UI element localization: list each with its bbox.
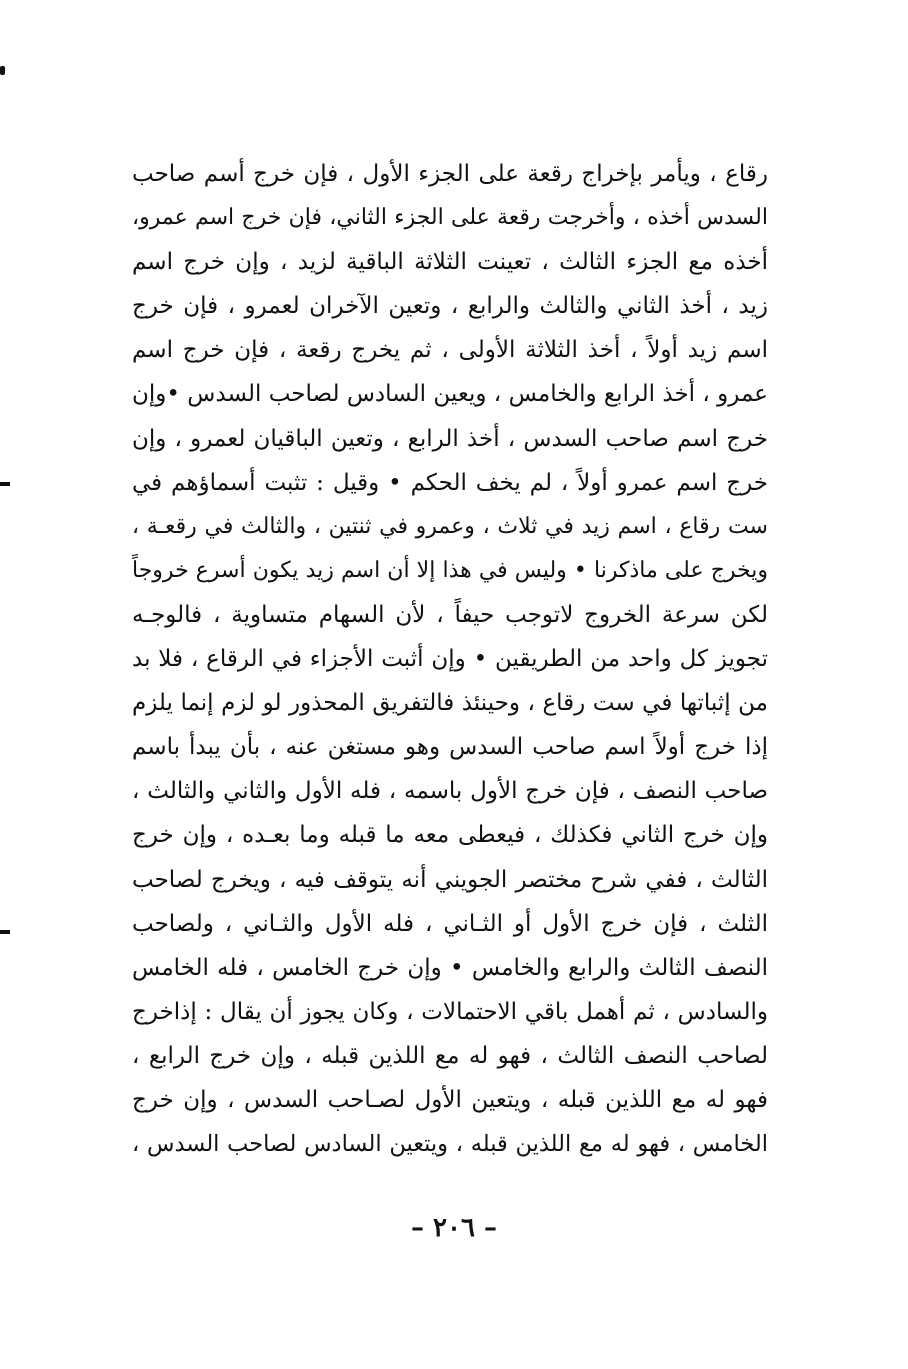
text-line: خرج اسم عمرو أولاً ، لم يخف الحكم • وقيل : تثبت أسماؤهم في — [132, 469, 768, 496]
body-text — [132, 152, 768, 1166]
text-line: النصف الثالث والرابع والخامس • وإن خرج الخامس ، فله الخامس — [132, 954, 768, 981]
text-line: وإن خرج الثاني فكذلك ، فيعطى معه ما قبله وما بعـده ، وإن خرج — [132, 822, 768, 849]
text-line: السدس أخذه ، وأخرجت رقعة على الجزء الثاني، فإن خرج اسم عمرو، — [132, 205, 768, 231]
scan-edge-mark-bottom — [0, 930, 10, 934]
text-line: الثلث ، فإن خرج الأول أو الثـاني ، فله الأول والثـاني ، ولصاحب — [132, 910, 768, 937]
scan-edge-dot — [0, 66, 5, 75]
text-line: صاحب النصف ، فإن خرج الأول باسمه ، فله الأول والثاني والثالث ، — [132, 778, 768, 805]
text-line: من إثباتها في ست رقاع ، وحينئذ فالتفريق المحذور لو لزم إنما يلزم — [132, 690, 768, 717]
text-line: الثالث ، ففي شرح مختصر الجويني أنه يتوقف فيه ، ويخرج لصاحب — [132, 866, 768, 893]
text-line: فهو له مع اللذين قبله ، ويتعين الأول لصـاحب السدس ، وإن خرج — [132, 1086, 768, 1113]
text-line: لكن سرعة الخروج لاتوجب حيفاً ، لأن السهام متساوية ، فالوجـه — [132, 601, 768, 628]
page-number: – ٢٠٦ – — [410, 1213, 498, 1243]
text-line: خرج اسم صاحب السدس ، أخذ الرابع ، وتعين الباقيان لعمرو ، وإن — [132, 425, 768, 452]
text-line: ست رقاع ، اسم زيد في ثلاث ، وعمرو في ثنتين ، والثالث في رقعـة ، — [132, 513, 768, 539]
text-line: أخذه مع الجزء الثالث ، تعينت الثلاثة الباقية لزيد ، وإن خرج اسم — [132, 249, 768, 276]
text-line: اسم زيد أولاً ، أخذ الثلاثة الأولى ، ثم يخرج رقعة ، فإن خرج اسم — [132, 337, 768, 364]
text-line: إذا خرج أولاً اسم صاحب السدس وهو مستغن عنه ، بأن يبدأ باسم — [132, 734, 768, 761]
text-line: الخامس ، فهو له مع اللذين قبله ، ويتعين السادس لصاحب السدس ، — [132, 1131, 768, 1158]
text-line: لصاحب النصف الثالث ، فهو له مع اللذين قبله ، وإن خرج الرابع ، — [132, 1042, 768, 1069]
text-line: ويخرج على ماذكرنا • وليس في هذا إلا أن اسم زيد يكون أسرع خروجاً — [132, 557, 768, 583]
text-line: رقاع ، ويأمر بإخراج رقعة على الجزء الأول ، فإن خرج أسم صاحب — [132, 161, 768, 187]
text-line: عمرو ، أخذ الرابع والخامس ، ويعين السادس لصاحب السدس •وإن — [132, 381, 768, 408]
text-line: تجويز كل واحد من الطريقين • وإن أثبت الأجزاء في الرقاع ، فلا بد — [132, 646, 768, 673]
text-line: والسادس ، ثم أهمل باقي الاحتمالات ، وكان يجوز أن يقال : إذاخرج — [132, 998, 768, 1025]
scan-edge-mark-top — [0, 482, 10, 486]
text-line: زيد ، أخذ الثاني والثالث والرابع ، وتعين الآخران لعمرو ، فإن خرج — [132, 293, 768, 320]
